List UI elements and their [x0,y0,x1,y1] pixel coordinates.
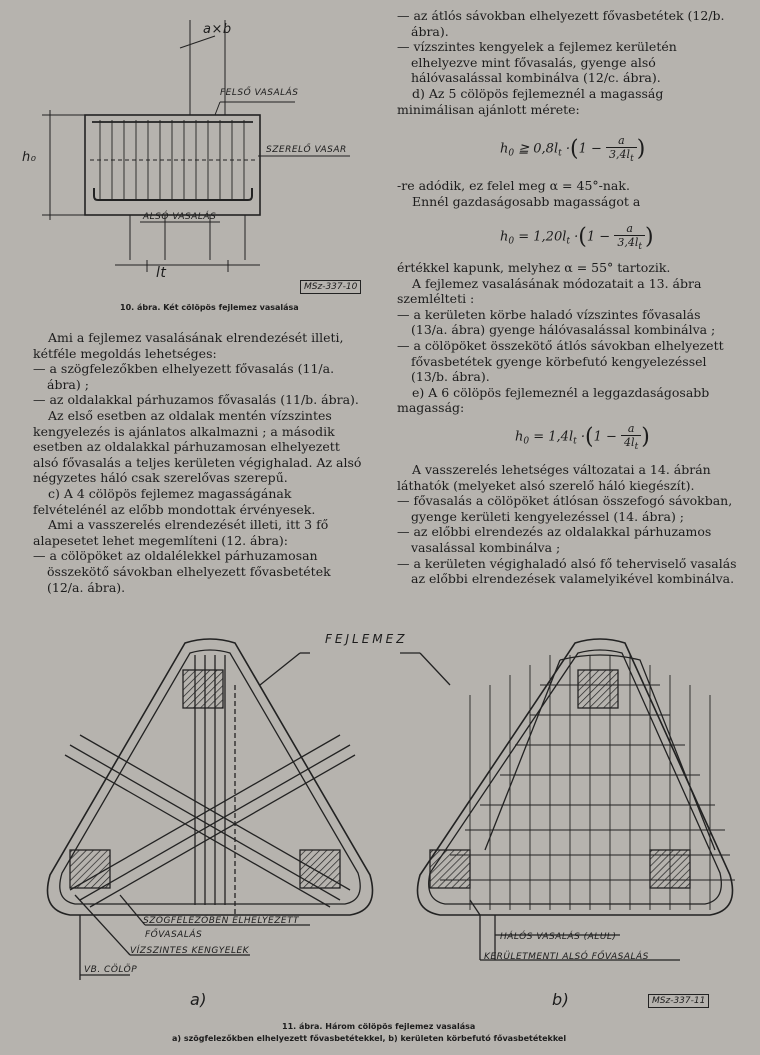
equation-1: $h_0$ ≧ $0,8l_t \cdot(1$ − $\frac{a}{3,4l_t}$ ) [500,134,646,164]
fig11-fejlemez-label: FEJLEMEZ [325,632,408,646]
fig10-axb-label: a×b [203,22,232,37]
paragraph: — a kerületen végighaladó alsó fő teherviselő vasalás az előbbi elrendezések valamelyikével kombinálva. [397,555,737,587]
fig11-szogfelezo-label: SZÖGFELEZŐBEN ELHELYEZETT [143,916,300,926]
paragraph: — fővasalás a cölöpöket átlósan összefogó sávokban, gyenge kerületi kengyelezéssel (14. ábra) ; [397,493,733,524]
paragraph: — a cölöpöket az oldalélekkel párhuzamosan összekötő sávokban elhelyezett fővasbetétek (12/a. ábra). [33,548,331,595]
fig10-stamp: MSz-337-10 [300,280,361,294]
paragraph: A vasszerelés lehetséges változatai a 14. ábrán láthatók (melyeket alsó szerelő háló kiegészít). [397,462,711,493]
fig11-halos-label: HÁLÓS VASALÁS (ALUL) [500,932,617,942]
right-column-mid1 [397,178,739,209]
fig11-caption-line1: 11. ábra. Három cölöpös fejlemez vasalása [282,1022,476,1031]
paragraph: — a cölöpöket összekötő átlós sávokban elhelyezett fővasbetétek gyenge körbefutó kengyelezéssel (13/b. ábra). [397,337,724,385]
fig11-caption-line2: a) szögfelezőkben elhelyezett fővasbetétekkel, b) kerületen körbefutó fővasbetétekkel [172,1034,567,1043]
paragraph: c) A 4 cölöpös fejlemez magasságának felvételénél az előbb mondottak érvényesek. [33,485,316,517]
paragraph: Ami a vasszerelés elrendezését illeti, itt 3 fő alapesetet lehet megemlíteni (12. ábra): [33,517,329,548]
paragraph: Az első esetben az oldalak mentén vízszintes kengyelezés is ajánlatos alkalmazni ; a második esetben az oldalakkal párhuzamosan elhelyezett alsó fővasalás a teljes kerületen végighalad. Az alsó négyzetes háló csak szerelővas szerepű. [33,407,362,486]
fig10-szerelo-label: SZERELŐ VASAR [266,145,347,155]
fig11-keruleti-label: KERÜLETMENTI ALSÓ FŐVASALÁS [484,952,649,962]
paragraph: — a kerületen körbe haladó vízszintes fővasalás (13/a. ábra) gyenge hálóvasalással kombinálva ; [397,306,716,338]
paragraph: — a szögfelezőkben elhelyezett fővasalás (11/a. ábra) ; [33,361,335,392]
fig11-sub-b: b) [552,990,570,1009]
fig11-kengyelek-label: VÍZSZINTES KENGYELEK [130,946,250,956]
right-column-mid2 [397,260,739,416]
fig11-stamp: MSz-337-11 [648,994,709,1008]
paragraph: -re adódik, ez felel meg α = 45°-nak. [397,178,630,193]
paragraph: — az előbbi elrendezés az oldalakkal párhuzamos vasalással kombinálva ; [397,524,712,555]
paragraph: — vízszintes kengyelek a fejlemez kerületén elhelyezve mint fővasalás, gyenge alsó hálóvasalással kombinálva (12/c. ábra). [397,39,677,86]
fig10-lt-label: lt [156,265,167,281]
paragraph: Ennél gazdaságosabb magasságot a [412,193,641,209]
paragraph: d) Az 5 cölöpös fejlemeznél a magasság minimálisan ajánlott mérete: [397,85,664,117]
paragraph: — az oldalakkal párhuzamos fővasalás (11/b. ábra). [33,392,359,408]
left-column-text [33,330,363,595]
equation-3: $h_0 = 1,4l_t \cdot(1$ − $\frac{a}{4l_t}$ ) [515,422,650,452]
paragraph: Ami a fejlemez vasalásának elrendezését illeti, kétféle megoldás lehetséges: [33,330,344,361]
fig11-fovasalas-label: FŐVASALÁS [145,930,203,940]
fig10-h0-label: h₀ [22,150,37,165]
paragraph: e) A 6 cölöpös fejlemeznél a leggazdaságosabb magasság: [397,384,710,416]
fig11-colop-label: VB. CÖLÖP [84,965,138,975]
paragraph: A fejlemez vasalásának módozatait a 13. ábra szemlélteti : [397,275,702,307]
paragraph: értékkel kapunk, melyhez α = 55° tartozik. [397,260,671,275]
fig10-caption: 10. ábra. Két cölöpös fejlemez vasalása [120,303,299,312]
equation-2: $h_0 = 1,20l_t \cdot(1$ − $\frac{a}{3,4l_t}$ ) [500,222,654,252]
fig10-felso-label: FELSŐ VASALÁS [220,88,299,98]
paragraph: — az átlós sávokban elhelyezett fővasbetétek (12/b. ábra). [397,8,725,39]
fig11-sub-a: a) [190,990,208,1009]
right-column-top [397,8,739,117]
right-column-bottom [397,462,739,587]
fig10-also-label: ALSÓ VASALÁS [143,212,217,222]
